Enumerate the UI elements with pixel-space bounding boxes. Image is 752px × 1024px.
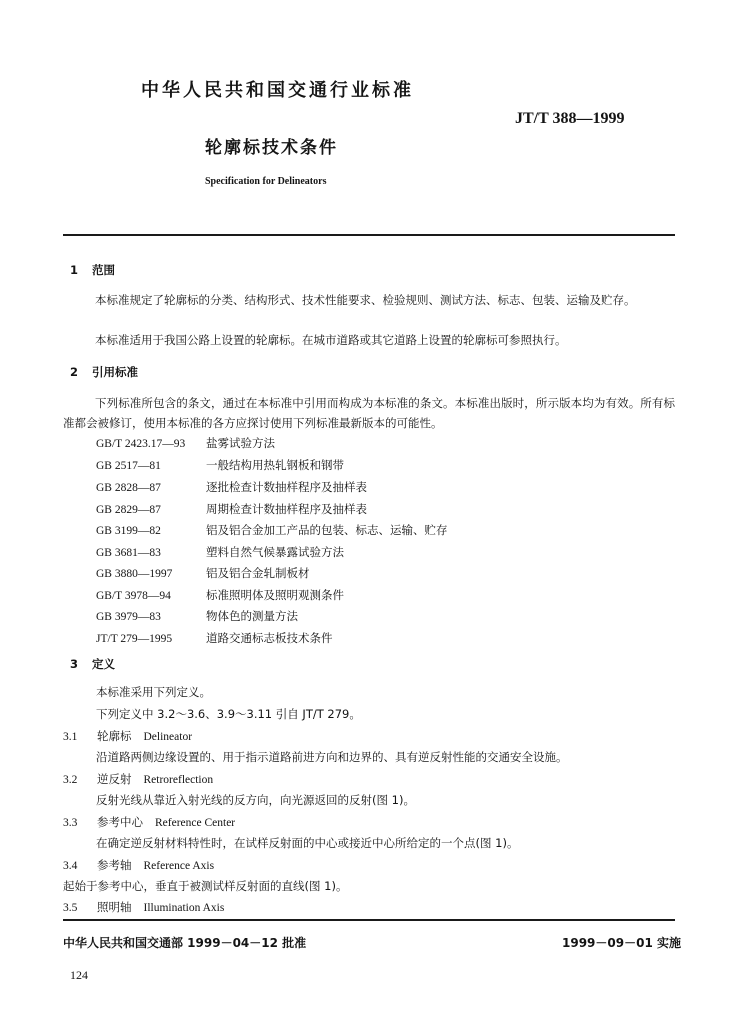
reference-item [96,501,367,517]
definition-3-1 [63,728,192,744]
reference-title: 物体色的测量方法 [206,609,298,623]
definition-number: 3.3 [63,817,78,829]
section-number: 2 [70,365,79,379]
standard-number: JT/T 388—1999 [515,110,625,127]
footer-divider [63,919,675,921]
definition-3-2-description: 反射光线从靠近入射光线的反方向，向光源返回的反射(图 1)。 [96,793,415,807]
header-divider [63,234,675,236]
definition-3-5 [63,899,224,915]
reference-item [96,457,344,473]
section-3-intro-1: 本标准采用下列定义。 [96,685,211,699]
issuer-approval: 中华人民共和国交通部 1999－04－12 批准 [63,936,307,950]
reference-code: GB 3199—82 [96,525,161,537]
reference-item [96,544,344,560]
reference-code: GB/T 3978—94 [96,590,171,602]
definition-term-english: Delineator [143,731,193,743]
definition-term-english: Reference Center [155,817,236,829]
reference-title: 一般结构用热轧钢板和钢带 [206,458,344,472]
definition-3-3-description: 在确定逆反射材料特性时，在试样反射面的中心或接近中心所给定的一个点(图 1)。 [96,836,519,850]
reference-item [96,630,333,646]
reference-item [96,522,448,538]
reference-title: 铝及铝合金轧制板材 [206,566,310,580]
definition-term: 参考轴 [97,858,132,872]
reference-item [96,565,310,581]
section-3-heading [70,656,115,672]
section-number: 3 [70,657,79,671]
definition-term: 照明轴 [97,900,132,914]
document-title-english: Specification for Delineators [205,176,327,187]
effective-date: 1999－09－01 实施 [562,936,681,950]
definition-3-1-description: 沿道路两侧边缘设置的、用于指示道路前进方向和边界的、具有逆反射性能的交通安全设施。 [96,750,568,764]
reference-code: GB 3880—1997 [96,568,173,580]
reference-item [96,608,298,624]
reference-code: GB 3681—83 [96,547,161,559]
org-title: 中华人民共和国交通行业标准 [141,80,414,101]
reference-item [96,479,367,495]
definition-number: 3.2 [63,774,78,786]
reference-title: 铝及铝合金加工产品的包装、标志、运输、贮存 [206,523,448,537]
definition-term-english: Retroreflection [143,774,214,786]
section-1-paragraph-1: 本标准规定了轮廓标的分类、结构形式、技术性能要求、检验规则、测试方法、标志、包装、运输及贮存。 [95,293,636,307]
section-1-heading [70,262,115,278]
reference-title: 周期检查计数抽样程序及抽样表 [206,502,367,516]
section-title: 引用标准 [92,365,138,379]
definition-3-4 [63,857,214,873]
definition-3-4-description: 起始于参考中心，垂直于被测试样反射面的直线(图 1)。 [63,879,348,893]
definition-term: 逆反射 [97,772,132,786]
reference-item [96,587,344,603]
definition-3-2 [63,771,213,787]
reference-title: 道路交通标志板技术条件 [206,631,333,645]
definition-term-english: Reference Axis [143,860,215,872]
definition-number: 3.5 [63,902,78,914]
reference-item [96,435,275,451]
section-1-paragraph-2: 本标准适用于我国公路上设置的轮廓标。在城市道路或其它道路上设置的轮廓标可参照执行。 [95,333,567,347]
section-2-paragraph-1: 下列标准所包含的条文，通过在本标准中引用而构成为本标准的条文。本标准出版时，所示版本均为有效。所有标准都会被修订，使用本标准的各方应探讨使用下列标准最新版本的可能性。 [63,396,675,430]
definition-number: 3.4 [63,860,78,872]
reference-title: 塑料自然气候暴露试验方法 [206,545,344,559]
document-title: 轮廓标技术条件 [205,138,338,158]
reference-code: GB 2517—81 [96,460,161,472]
section-2-heading [70,364,138,380]
reference-code: GB 3979—83 [96,611,161,623]
reference-code: GB 2829—87 [96,504,161,516]
reference-title: 标准照明体及照明观测条件 [206,588,344,602]
reference-code: JT/T 279—1995 [96,633,173,645]
reference-code: GB/T 2423.17—93 [96,438,186,450]
section-title: 范围 [92,263,115,277]
definition-number: 3.1 [63,731,78,743]
reference-title: 盐雾试验方法 [206,436,275,450]
section-title: 定义 [92,657,115,671]
section-number: 1 [70,263,79,277]
reference-title: 逐批检查计数抽样程序及抽样表 [206,480,367,494]
definition-term: 参考中心 [97,815,143,829]
definition-3-3 [63,814,235,830]
page-number: 124 [70,968,88,982]
definition-term: 轮廓标 [97,729,132,743]
section-3-intro-2: 下列定义中 3.2～3.6、3.9～3.11 引自 JT/T 279。 [96,707,361,721]
definition-term-english: Illumination Axis [143,902,225,914]
reference-code: GB 2828—87 [96,482,161,494]
